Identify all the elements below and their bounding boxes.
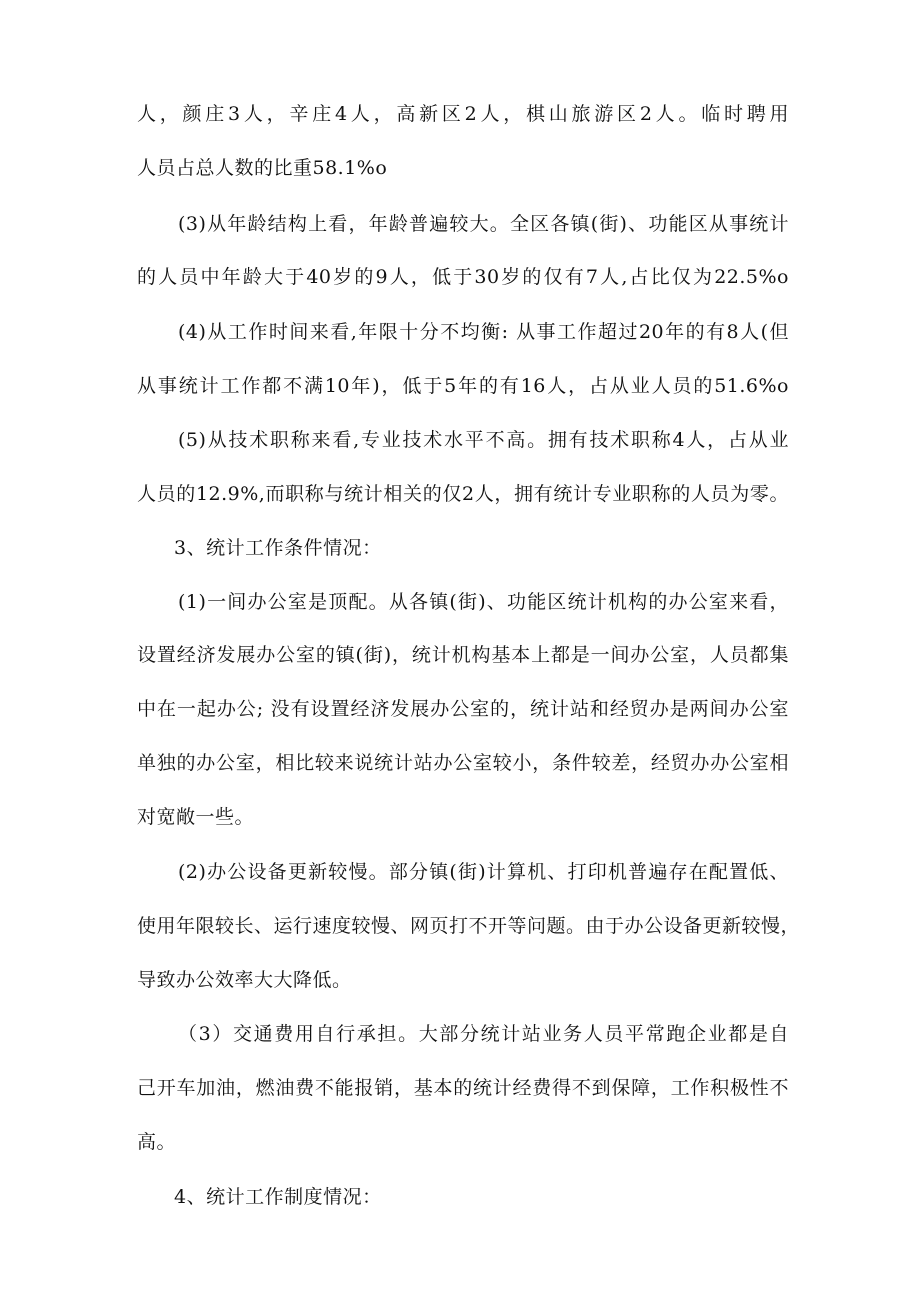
text-line: (4)从工作时间来看,年限十分不均衡: 从事工作超过20年的有8人(但 xyxy=(178,321,789,343)
section-heading: 3、统计工作条件情况： xyxy=(174,537,382,559)
text-line: (3)从年龄结构上看，年龄普遍较大。全区各镇(街)、功能区从事统计 xyxy=(178,213,789,235)
text-line: 从事统计工作都不满10年)，低于5年的有16人，占从业人员的51.6%o xyxy=(137,375,789,397)
text-line: 使用年限较长、运行速度较慢、网页打不开等问题。由于办公设备更新较慢， xyxy=(137,915,801,937)
text-line: (1)一间办公室是顶配。从各镇(街)、功能区统计机构的办公室来看， xyxy=(178,591,789,613)
section-heading: 4、统计工作制度情况： xyxy=(174,1186,382,1208)
text-line: 人，颜庄3人，辛庄4人，高新区2人，棋山旅游区2人。临时聘用 xyxy=(137,103,789,125)
text-line: 人员的12.9%,而职称与统计相关的仅2人，拥有统计专业职称的人员为零。 xyxy=(137,483,789,505)
text-line: (5)从技术职称来看,专业技术水平不高。拥有技术职称4人，占从业 xyxy=(178,429,789,451)
text-line: 中在一起办公; 没有设置经济发展办公室的，统计站和经贸办是两间办公室 xyxy=(137,698,789,720)
text-line: （3）交通费用自行承担。大部分统计站业务人员平常跑企业都是自 xyxy=(178,1023,789,1045)
text-line: 的人员中年龄大于40岁的9人，低于30岁的仅有7人,占比仅为22.5%o xyxy=(137,266,789,288)
text-line: 己开车加油，燃油费不能报销，基本的统计经费得不到保障，工作积极性不 xyxy=(137,1077,789,1099)
text-line: 单独的办公室，相比较来说统计站办公室较小，条件较差，经贸办办公室相 xyxy=(137,752,789,774)
text-line: 对宽敞一些。 xyxy=(137,806,255,828)
text-line: 设置经济发展办公室的镇(街)，统计机构基本上都是一间办公室，人员都集 xyxy=(137,644,789,666)
text-line: 高。 xyxy=(137,1131,177,1153)
text-line: (2)办公设备更新较慢。部分镇(街)计算机、打印机普遍存在配置低、 xyxy=(178,861,789,883)
text-line: 导致办公效率大大降低。 xyxy=(137,969,352,991)
text-line: 人员占总人数的比重58.1%o xyxy=(137,157,388,179)
